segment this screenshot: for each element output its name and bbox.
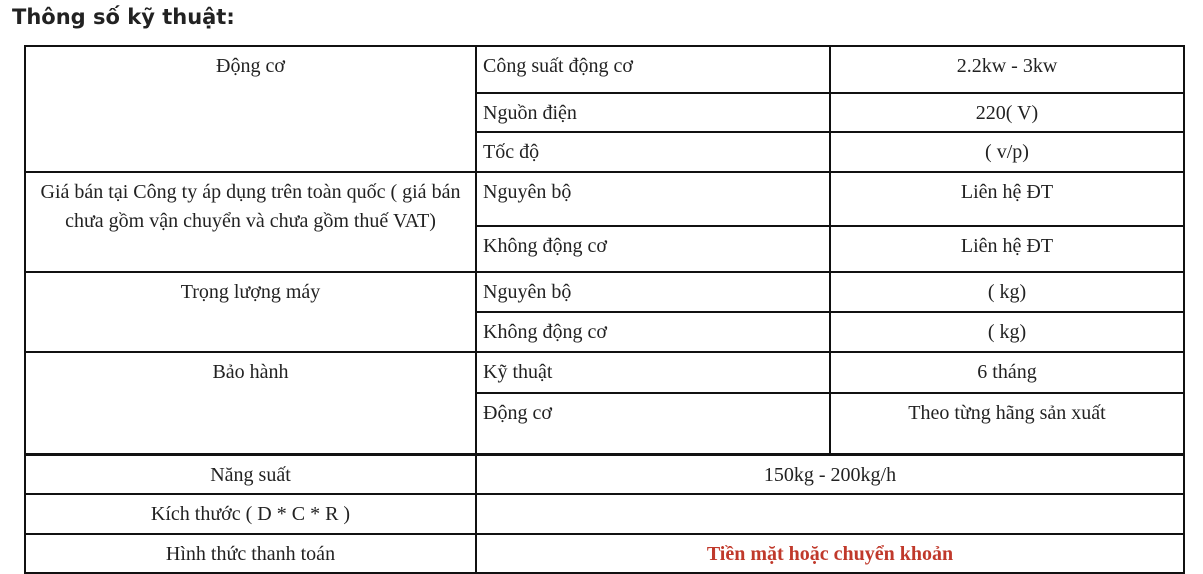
spec-value: ( v/p) <box>830 132 1184 172</box>
category-warranty: Bảo hành <box>25 352 476 454</box>
spec-value: ( kg) <box>830 312 1184 352</box>
capacity-value: 150kg - 200kg/h <box>476 454 1184 494</box>
spec-heading: Thông số kỹ thuật: <box>12 5 235 29</box>
table-row <box>25 454 1184 494</box>
dimensions-value <box>476 494 1184 534</box>
spec-value: Liên hệ ĐT <box>830 172 1184 226</box>
spec-value: 6 tháng <box>830 352 1184 393</box>
category-price: Giá bán tại Công ty áp dụng trên toàn quốc ( giá bán chưa gồm vận chuyển và chưa gồm thuế VAT) <box>25 172 476 272</box>
spec-label: Kỹ thuật <box>476 352 830 393</box>
spec-value: Theo từng hãng sản xuất <box>830 393 1184 454</box>
spec-value: ( kg) <box>830 272 1184 312</box>
spec-label: Nguồn điện <box>476 93 830 132</box>
payment-label: Hình thức thanh toán <box>25 534 476 573</box>
spec-value: 2.2kw - 3kw <box>830 46 1184 93</box>
category-weight: Trọng lượng máy <box>25 272 476 352</box>
spec-label: Nguyên bộ <box>476 272 830 312</box>
table-row <box>25 494 1184 534</box>
category-engine: Động cơ <box>25 46 476 172</box>
spec-value: 220( V) <box>830 93 1184 132</box>
spec-label: Không động cơ <box>476 312 830 352</box>
payment-value: Tiền mặt hoặc chuyển khoản <box>476 534 1184 573</box>
table-row <box>25 46 1184 93</box>
spec-label: Tốc độ <box>476 132 830 172</box>
dimensions-label: Kích thước ( D * C * R ) <box>25 494 476 534</box>
spec-label: Động cơ <box>476 393 830 454</box>
table-row <box>25 352 1184 393</box>
capacity-label: Năng suất <box>25 454 476 494</box>
spec-label: Công suất động cơ <box>476 46 830 93</box>
table-row <box>25 534 1184 573</box>
table-row <box>25 272 1184 312</box>
table-row <box>25 172 1184 226</box>
spec-label: Nguyên bộ <box>476 172 830 226</box>
spec-table <box>24 45 1185 574</box>
spec-value: Liên hệ ĐT <box>830 226 1184 272</box>
spec-label: Không động cơ <box>476 226 830 272</box>
